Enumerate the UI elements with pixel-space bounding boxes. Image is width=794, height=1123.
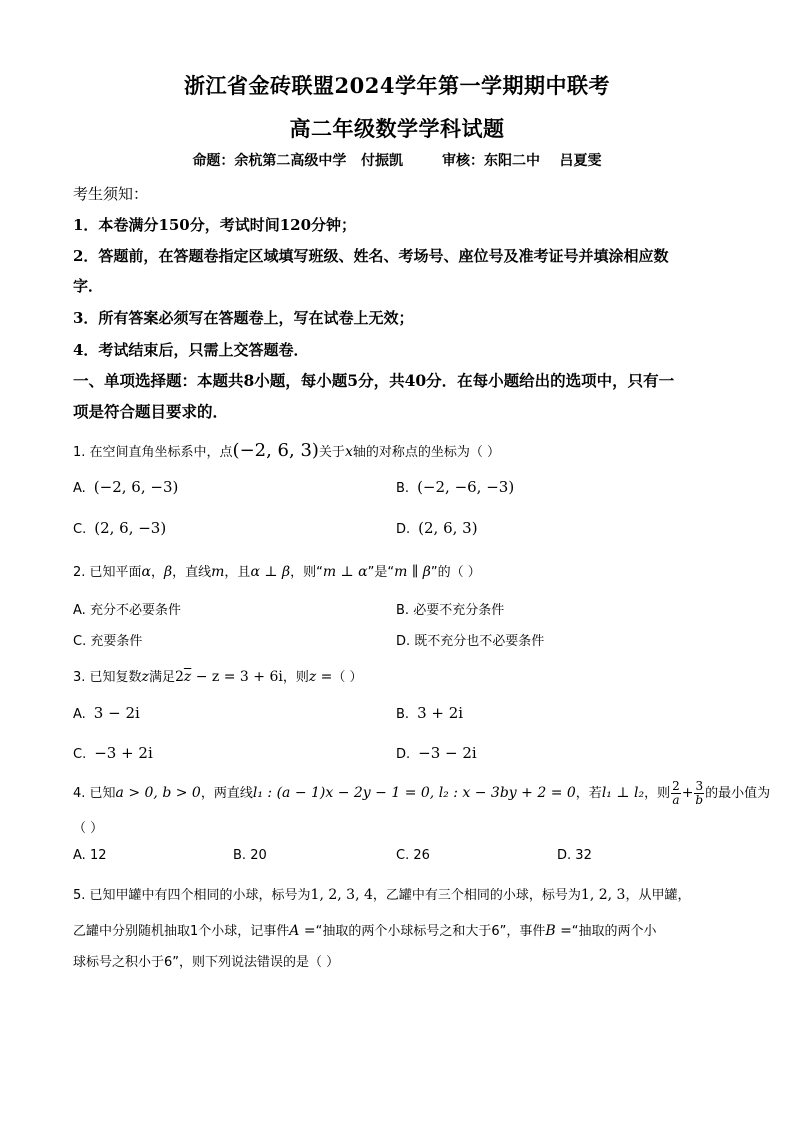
option-label: D. bbox=[396, 634, 411, 649]
q1-option-c bbox=[73, 519, 166, 537]
question-5-line-3: 球标号之积小于6”，则下列说法错误的是（ ） bbox=[73, 955, 340, 970]
q4-plus: + bbox=[681, 785, 694, 801]
q4-option-a bbox=[73, 848, 106, 863]
q2-text: ”的（ ） bbox=[430, 565, 481, 580]
frac-num: 2 bbox=[672, 779, 680, 793]
q5-text: 乙罐中分别随机抽取1个小球，记事件 bbox=[73, 924, 290, 939]
question-1 bbox=[73, 440, 500, 461]
exam-credits: 命题：余杭第二高级中学 付振凯 审核：东阳二中 吕夏雯 bbox=[192, 153, 602, 169]
option-label: A. bbox=[73, 848, 86, 863]
option-value: 充分不必要条件 bbox=[89, 603, 181, 618]
q2-option-b bbox=[396, 599, 504, 618]
q2-text: 2. 已知平面 bbox=[73, 565, 142, 580]
option-value: (−2, 6, −3) bbox=[93, 478, 179, 496]
option-label: B. bbox=[396, 481, 410, 496]
q3-option-a bbox=[73, 704, 140, 722]
q4-cond: a > 0, b > 0 bbox=[115, 785, 201, 801]
q1-option-d bbox=[396, 519, 478, 537]
q3-option-c bbox=[73, 744, 153, 762]
option-label: C. bbox=[396, 848, 410, 863]
q4-option-c bbox=[396, 848, 430, 863]
notice-item: 3．所有答案必须写在答题卷上，写在试卷上无效； bbox=[73, 309, 414, 327]
q2-text: ，且 bbox=[224, 565, 251, 580]
q3-ask: z = bbox=[308, 669, 333, 685]
q1-option-a bbox=[73, 478, 178, 496]
notice-item: 字． bbox=[73, 277, 104, 295]
option-value: (−2, −6, −3) bbox=[417, 478, 515, 496]
question-4 bbox=[73, 780, 770, 807]
section-heading-cont: 项是符合题目要求的． bbox=[73, 402, 229, 421]
section-heading: 一、单项选择题：本题共8小题，每小题5分，共40分．在每小题给出的选项中，只有一 bbox=[73, 371, 675, 390]
notice-heading: 考生须知： bbox=[73, 185, 149, 203]
q2-option-d bbox=[396, 630, 544, 649]
notice-item: 1．本卷满分150分，考试时间120分钟； bbox=[73, 216, 357, 234]
option-value: 20 bbox=[250, 848, 267, 863]
q2-line-m: m bbox=[211, 564, 225, 580]
q5-text: ，从甲罐， bbox=[625, 888, 691, 903]
option-label: C. bbox=[73, 747, 87, 762]
q1-text: 1. 在空间直角坐标系中，点 bbox=[73, 445, 233, 460]
q1-axis: x bbox=[344, 444, 353, 460]
notice-item: 4．考试结束后，只需上交答题卷． bbox=[73, 341, 309, 359]
q1-option-b bbox=[396, 478, 514, 496]
q2-cond2: m ∥ β bbox=[394, 564, 431, 580]
option-label: C. bbox=[73, 634, 87, 649]
option-label: A. bbox=[73, 707, 86, 722]
q4-fraction-1 bbox=[671, 780, 681, 807]
question-2 bbox=[73, 561, 481, 580]
q5-event-b: B = bbox=[545, 923, 572, 939]
q5-text: ，乙罐中有三个相同的小球，标号为 bbox=[372, 888, 581, 903]
option-value: −3 + 2i bbox=[94, 744, 153, 762]
q4-fraction-2 bbox=[694, 780, 704, 807]
q2-text: ，直线 bbox=[172, 565, 212, 580]
q4-option-b bbox=[233, 848, 267, 863]
q2-text: ”是“ bbox=[367, 565, 395, 580]
option-value: 12 bbox=[89, 848, 107, 863]
exam-title: 浙江省金砖联盟2024学年第一学期期中联考 bbox=[184, 73, 610, 98]
q4-option-d bbox=[557, 848, 592, 863]
option-value: (2, 6, 3) bbox=[418, 519, 478, 537]
option-label: C. bbox=[73, 522, 87, 537]
q4-lines: l₁ : (a − 1)x − 2y − 1 = 0, l₂ : x − 3by + 2 = 0 bbox=[252, 785, 576, 801]
q1-point: (−2, 6, 3) bbox=[232, 440, 319, 461]
q2-perp: α ⊥ β bbox=[250, 564, 291, 580]
q3-eq-coef: 2 bbox=[174, 669, 184, 685]
q4-perp: l₁ ⊥ l₂ bbox=[601, 785, 645, 801]
option-value: −3 − 2i bbox=[418, 744, 477, 762]
option-label: A. bbox=[73, 481, 86, 496]
q5-nums-jar2: 1, 2, 3 bbox=[580, 887, 626, 903]
q3-option-b bbox=[396, 704, 463, 722]
q2-option-c bbox=[73, 630, 142, 649]
q2-beta: β bbox=[164, 564, 173, 580]
q2-cond1: m ⊥ α bbox=[322, 564, 368, 580]
q5-nums-jar1: 1, 2, 3, 4 bbox=[310, 887, 373, 903]
option-value: 必要不充分条件 bbox=[413, 603, 505, 618]
q2-alpha: α bbox=[141, 564, 152, 580]
frac-den: a bbox=[672, 793, 680, 807]
q2-option-a bbox=[73, 599, 181, 618]
q5-text: “抽取的两个小 bbox=[571, 924, 657, 939]
q4-text: ，两直线 bbox=[200, 786, 253, 801]
q5-text: “抽取的两个小球标号之和大于6”，事件 bbox=[315, 924, 546, 939]
q5-text: 5. 已知甲罐中有四个相同的小球，标号为 bbox=[73, 888, 311, 903]
q1-text: 轴的对称点的坐标为（ ） bbox=[352, 445, 500, 460]
option-label: B. bbox=[396, 707, 410, 722]
option-value: (2, 6, −3) bbox=[94, 519, 167, 537]
option-label: A. bbox=[73, 603, 86, 618]
q3-z: z bbox=[141, 669, 149, 685]
option-value: 3 − 2i bbox=[93, 704, 140, 722]
frac-num: 3 bbox=[695, 779, 704, 793]
option-label: B. bbox=[396, 603, 410, 618]
q3-eq-rest: − z = 3 + 6i bbox=[191, 669, 283, 685]
notice-item: 2．答题前，在答题卷指定区域填写班级、姓名、考场号、座位号及准考证号并填涂相应数 bbox=[73, 247, 669, 265]
q4-text: 的最小值为 bbox=[705, 786, 771, 801]
q3-option-d bbox=[396, 744, 477, 762]
question-3 bbox=[73, 666, 363, 685]
q3-text: ，则 bbox=[282, 670, 309, 685]
frac-den: b bbox=[695, 793, 704, 807]
option-value: 充要条件 bbox=[90, 634, 143, 649]
question-5 bbox=[73, 884, 690, 903]
q3-text: 3. 已知复数 bbox=[73, 670, 142, 685]
q2-text: ，则“ bbox=[290, 565, 323, 580]
option-value: 26 bbox=[413, 848, 430, 863]
option-label: D. bbox=[396, 747, 411, 762]
q4-text: ，则 bbox=[644, 786, 671, 801]
q3-eq-zbar: $\overline{z}$ bbox=[183, 669, 192, 685]
option-label: B. bbox=[233, 848, 247, 863]
option-value: 3 + 2i bbox=[417, 704, 464, 722]
q4-text: 4. 已知 bbox=[73, 786, 116, 801]
option-value: 32 bbox=[575, 848, 592, 863]
q1-text: 关于 bbox=[318, 445, 345, 460]
q3-text: （ ） bbox=[332, 670, 363, 685]
q4-text: ，若 bbox=[575, 786, 602, 801]
q4-continuation: （ ） bbox=[73, 821, 104, 836]
option-label: D. bbox=[557, 848, 572, 863]
q2-text: ， bbox=[151, 565, 165, 580]
question-5-line-2 bbox=[73, 920, 657, 939]
exam-subtitle: 高二年级数学学科试题 bbox=[289, 116, 505, 141]
q5-event-a: A = bbox=[289, 923, 316, 939]
option-value: 既不充分也不必要条件 bbox=[414, 634, 545, 649]
q3-text: 满足 bbox=[148, 670, 175, 685]
option-label: D. bbox=[396, 522, 411, 537]
